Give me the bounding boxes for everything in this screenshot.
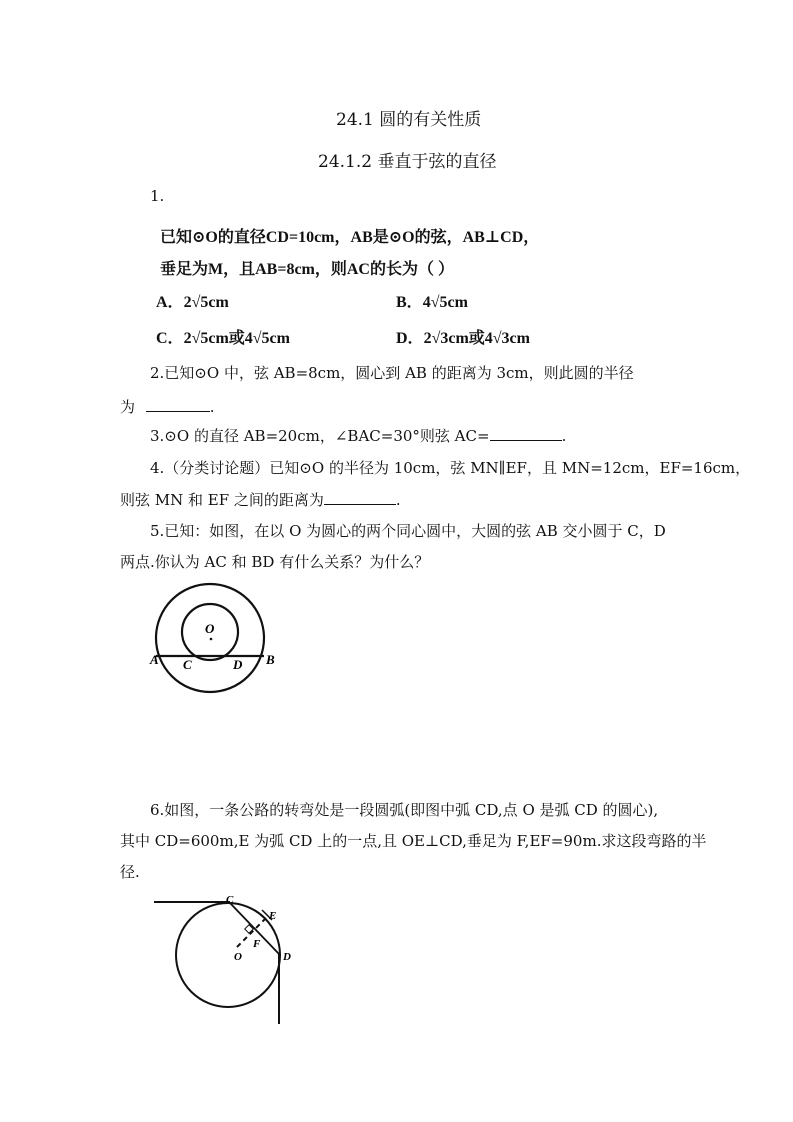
q1-stem-line2: 垂足为M，且AB=8cm，则AC的长为（ ） <box>160 261 454 278</box>
q1-number: 1. <box>150 187 165 205</box>
q1-option-a <box>156 289 229 312</box>
label-a: A <box>150 652 159 667</box>
q4-line2: 则弦 MN 和 EF 之间的距离为 . <box>120 491 401 509</box>
q6-figure-road-arc <box>150 888 310 1028</box>
q5-line1: 5.已知：如图，在以 O 为圆心的两个同心圆中，大圆的弦 AB 交小圆于 C，D <box>150 522 666 540</box>
q3-answer-blank[interactable] <box>490 426 562 441</box>
option-a-text: 2√5cm <box>183 294 229 311</box>
q1-stem-line1: 已知⊙O的直径CD=10cm，AB是⊙O的弦，AB⊥CD， <box>160 229 540 246</box>
label-c: C <box>183 657 192 672</box>
q1-option-b <box>396 289 468 312</box>
option-d-label: D． <box>396 330 424 347</box>
option-d-text: 2√3cm或4√3cm <box>423 330 530 347</box>
label-e: E <box>269 910 277 922</box>
q4-line1: 4.（分类讨论题）已知⊙O 的半径为 10cm，弦 MN∥EF，且 MN=12cm，EF=16cm， <box>150 459 751 477</box>
q4-answer-blank[interactable] <box>324 490 396 505</box>
option-a-label: A． <box>156 294 184 311</box>
label-o: O <box>205 621 215 636</box>
q1-option-c <box>156 325 290 348</box>
option-c-text: 2√5cm或4√5cm <box>183 330 290 347</box>
q2-line1: 2.已知⊙O 中，弦 AB=8cm，圆心到 AB 的距离为 3cm，则此圆的半径 <box>150 364 634 382</box>
label-d: D <box>283 951 291 963</box>
q2-line2: 为 . <box>120 398 215 416</box>
label-c: C <box>226 894 234 906</box>
q1-option-d <box>396 325 530 348</box>
q5-figure-concentric-circles <box>140 572 290 702</box>
option-b-text: 4√5cm <box>422 294 468 311</box>
label-d: D <box>233 657 243 672</box>
q6-line2: 其中 CD=600m,E 为弧 CD 上的一点,且 OE⊥CD,垂足为 F,EF=90m.求这段弯路的半 <box>120 832 707 850</box>
label-o: O <box>234 951 242 963</box>
section-subtitle: 24.1.2 垂直于弦的直径 <box>318 152 497 172</box>
q3-text: 3.⊙O 的直径 AB=20cm，∠BAC=30°则弦 AC= <box>150 427 490 445</box>
q6-line1: 6.如图，一条公路的转弯处是一段圆弧(即图中弧 CD,点 O 是弧 CD 的圆心), <box>150 801 659 819</box>
q4-line2-text: 则弦 MN 和 EF 之间的距离为 <box>120 491 324 509</box>
label-f: F <box>253 938 261 950</box>
center-point-o <box>210 638 213 641</box>
q5-line2: 两点.你认为 AC 和 BD 有什么关系？为什么？ <box>120 553 430 571</box>
option-c-label: C． <box>156 330 184 347</box>
q6-line3: 径. <box>120 863 140 881</box>
page-title: 24.1 圆的有关性质 <box>336 110 482 130</box>
large-circle <box>156 584 264 692</box>
q2-line2-text: 为 <box>120 398 136 416</box>
q3-line: 3.⊙O 的直径 AB=20cm，∠BAC=30°则弦 AC= . <box>150 427 567 445</box>
option-b-label: B． <box>396 294 423 311</box>
q2-answer-blank[interactable] <box>146 397 210 412</box>
label-b: B <box>266 652 275 667</box>
